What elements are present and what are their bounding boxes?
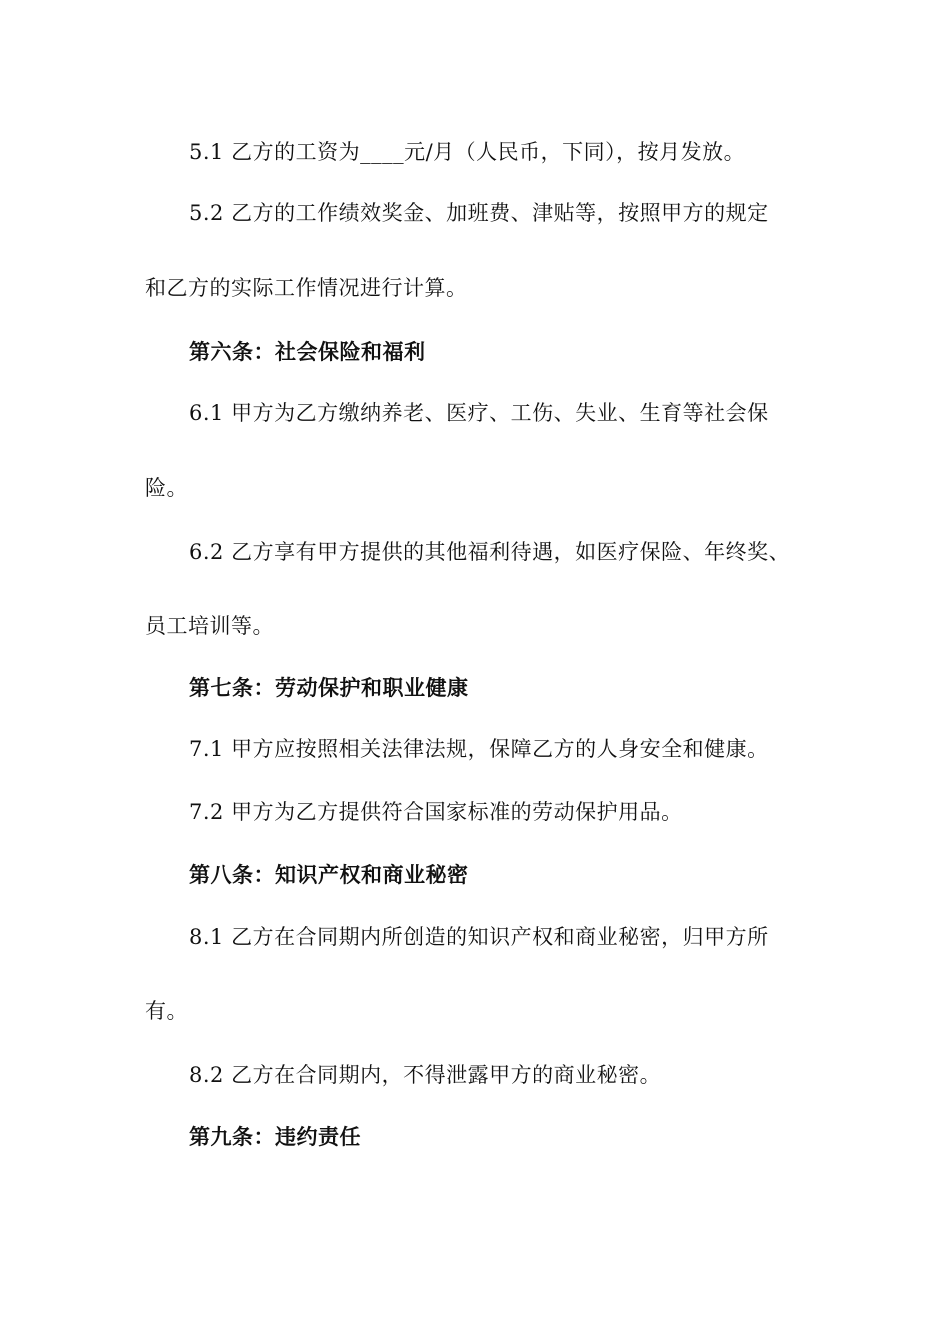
clause-8-1-line-1: 8.1 乙方在合同期内所创造的知识产权和商业秘密，归甲方所	[189, 925, 769, 949]
clause-6-2-line-2: 员工培训等。	[145, 614, 274, 638]
clause-5-2-line-1: 5.2 乙方的工作绩效奖金、加班费、津贴等，按照甲方的规定	[189, 201, 769, 225]
clause-6-1-line-2: 险。	[145, 476, 188, 500]
clause-6-2-line-1: 6.2 乙方享有甲方提供的其他福利待遇，如医疗保险、年终奖、	[189, 540, 791, 564]
article-8-heading: 第八条：知识产权和商业秘密	[189, 863, 469, 887]
clause-8-1-line-2: 有。	[145, 999, 188, 1023]
article-9-heading: 第九条：违约责任	[189, 1125, 361, 1149]
clause-7-2: 7.2 甲方为乙方提供符合国家标准的劳动保护用品。	[189, 800, 683, 824]
article-7-heading: 第七条：劳动保护和职业健康	[189, 676, 469, 700]
clause-8-2: 8.2 乙方在合同期内，不得泄露甲方的商业秘密。	[189, 1063, 662, 1087]
clause-5-2-line-2: 和乙方的实际工作情况进行计算。	[145, 276, 468, 300]
clause-7-1: 7.1 甲方应按照相关法律法规，保障乙方的人身安全和健康。	[189, 737, 769, 761]
clause-6-1-line-1: 6.1 甲方为乙方缴纳养老、医疗、工伤、失业、生育等社会保	[189, 401, 769, 425]
article-6-heading: 第六条：社会保险和福利	[189, 340, 426, 364]
clause-5-1: 5.1 乙方的工资为____元/月（人民币，下同），按月发放。	[189, 140, 746, 164]
